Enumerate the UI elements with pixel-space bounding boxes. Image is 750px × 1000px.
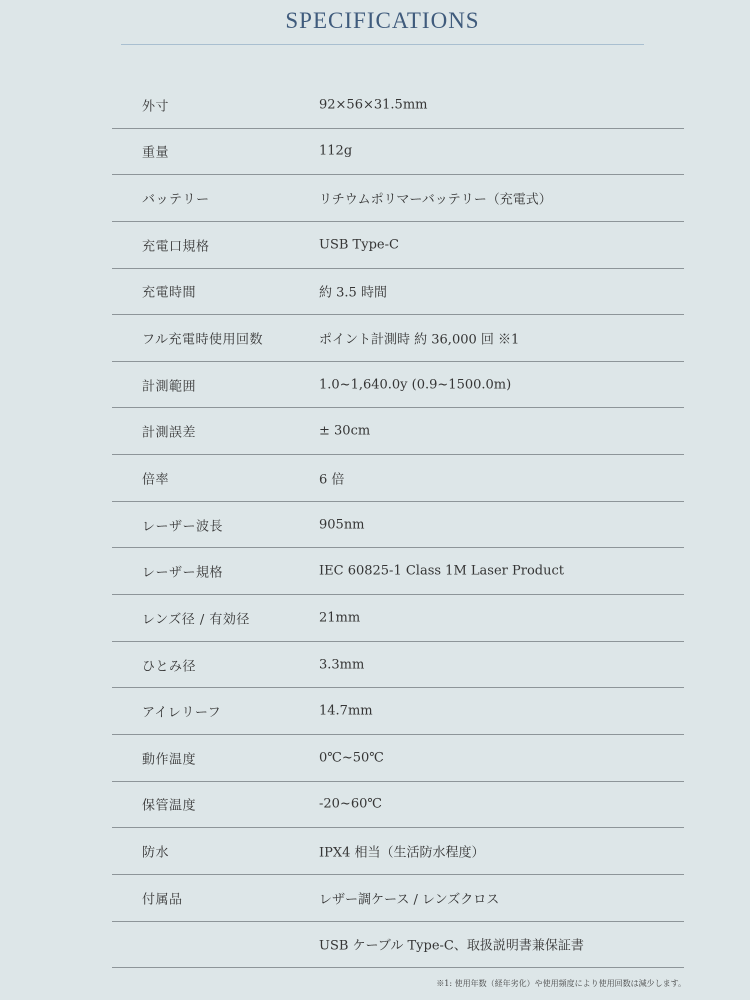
spec-row [112, 129, 684, 176]
page-title: SPECIFICATIONS [285, 8, 480, 33]
spec-label: 計測範囲 [142, 379, 197, 395]
spec-label: 充電時間 [142, 285, 197, 301]
spec-row [112, 362, 684, 409]
spec-label: レーザー規格 [142, 565, 224, 581]
spec-value: 1.0~1,640.0y (0.9~1500.0m) [319, 377, 512, 393]
spec-value: USB Type-C [319, 237, 399, 253]
spec-label: レーザー波長 [142, 519, 224, 535]
specifications-table [112, 82, 684, 968]
spec-label: アイレリーフ [142, 705, 222, 721]
spec-row [112, 688, 684, 735]
spec-label: 防水 [142, 845, 170, 861]
spec-row [112, 922, 684, 969]
spec-label: レンズ径 / 有効径 [142, 612, 250, 628]
title-divider [121, 44, 644, 45]
spec-label: 倍率 [142, 472, 170, 488]
spec-label: ひとみ径 [142, 659, 197, 674]
spec-value: -20~60℃ [319, 796, 382, 812]
spec-row [112, 782, 684, 829]
spec-value: ポイント計測時 約 36,000 回 ※1 [319, 332, 520, 348]
spec-row [112, 735, 684, 782]
spec-value: 92×56×31.5mm [319, 97, 428, 113]
spec-value: ± 30cm [319, 423, 371, 439]
spec-value: 905nm [319, 517, 365, 533]
spec-row [112, 455, 684, 502]
spec-label: バッテリー [142, 192, 210, 208]
spec-value: USB ケーブル Type-C、取扱説明書兼保証書 [319, 938, 584, 954]
spec-row [112, 642, 684, 689]
footnote: ※1: 使用年数（経年劣化）や使用頻度により使用回数は減少します。 [436, 979, 686, 988]
spec-value: 0℃~50℃ [319, 750, 384, 766]
spec-row [112, 875, 684, 922]
spec-row [112, 315, 684, 362]
spec-value: 21mm [319, 610, 361, 626]
spec-row [112, 175, 684, 222]
spec-label: 外寸 [142, 99, 170, 115]
spec-label: 計測誤差 [142, 425, 197, 441]
spec-row [112, 222, 684, 269]
spec-row [112, 828, 684, 875]
spec-row [112, 548, 684, 595]
spec-value: 3.3mm [319, 657, 365, 672]
spec-value: 112g [319, 143, 353, 159]
spec-value: IPX4 相当（生活防水程度） [319, 845, 485, 861]
spec-label: 動作温度 [142, 752, 197, 768]
spec-value: リチウムポリマーバッテリー（充電式） [319, 192, 552, 208]
spec-value: 6 倍 [319, 472, 345, 488]
spec-value: 約 3.5 時間 [319, 285, 387, 301]
spec-value: レザー調ケース / レンズクロス [319, 892, 500, 908]
spec-label: 充電口規格 [142, 239, 210, 255]
spec-value: IEC 60825-1 Class 1M Laser Product [319, 563, 564, 579]
spec-row [112, 502, 684, 549]
spec-label: 保管温度 [142, 798, 197, 814]
spec-label: 重量 [142, 145, 170, 161]
spec-label: 付属品 [142, 892, 183, 908]
spec-row [112, 269, 684, 316]
spec-value: 14.7mm [319, 703, 373, 719]
spec-row [112, 82, 684, 129]
spec-row [112, 408, 684, 455]
spec-label: フル充電時使用回数 [142, 332, 263, 348]
spec-row [112, 595, 684, 642]
